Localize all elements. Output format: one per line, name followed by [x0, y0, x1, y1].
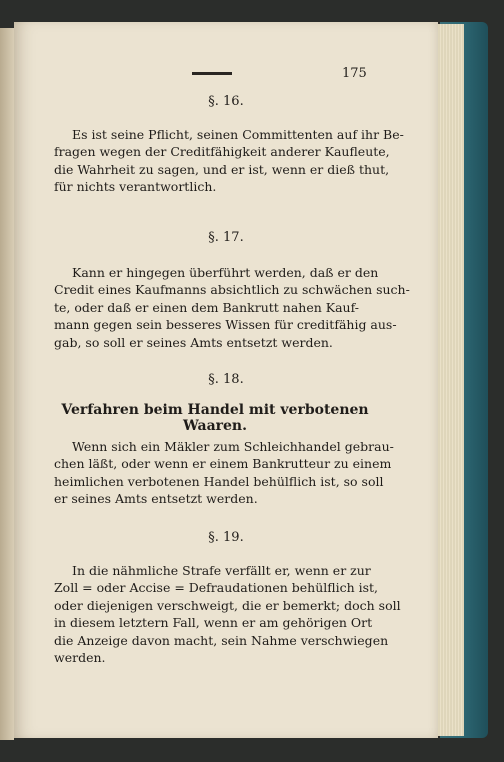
page-number: 175	[342, 66, 367, 81]
text-line: te, oder daß er einen dem Bankrutt nahen Kauf-	[54, 299, 359, 315]
section-body-18	[54, 438, 394, 508]
header-rule	[192, 72, 232, 75]
book-page	[14, 22, 438, 738]
text-line: die Wahrheit zu sagen, und er ist, wenn er dieß thut,	[54, 161, 390, 177]
left-page-edge	[0, 28, 14, 740]
section-heading-19: §. 19.	[208, 530, 244, 545]
section-subheading-18: Verfahren beim Handel mit verbotenen Waaren.	[61, 402, 369, 434]
text-line: Kann er hingegen überführt werden, daß er den	[72, 265, 379, 280]
text-line: für nichts verantwortlich.	[54, 179, 217, 195]
section-body-17	[54, 264, 410, 351]
text-line: Credit eines Kaufmanns absichtlich zu schwächen such-	[54, 282, 410, 298]
text-line: gab, so soll er seines Amts entsetzt werden.	[54, 334, 333, 350]
text-line: in diesem letztern Fall, wenn er am gehörigen Ort	[54, 615, 373, 631]
text-line: mann gegen sein besseres Wissen für creditfähig aus-	[54, 317, 397, 333]
text-line: heimlichen verbotenen Handel behülflich ist, so soll	[54, 473, 384, 489]
text-line: Es ist seine Pflicht, seinen Committenten auf ihr Be-	[72, 127, 404, 142]
text-line: werden.	[54, 650, 106, 666]
text-line: oder diejenigen verschweigt, die er bemerkt; doch soll	[54, 597, 401, 613]
text-line: In die nähmliche Strafe verfällt er, wenn er zur	[72, 563, 371, 578]
section-heading-17: §. 17.	[208, 230, 244, 245]
section-body-19	[54, 562, 401, 666]
text-line: fragen wegen der Creditfähigkeit anderer Kaufleute,	[54, 144, 390, 160]
text-line: Wenn sich ein Mäkler zum Schleichhandel gebrau-	[72, 439, 394, 454]
text-line: er seines Amts entsetzt werden.	[54, 491, 258, 507]
text-line: Zoll = oder Accise = Defraudationen behülflich ist,	[54, 580, 379, 596]
text-line: chen läßt, oder wenn er einem Bankrutteur zu einem	[54, 456, 392, 472]
section-heading-18: §. 18.	[208, 372, 244, 387]
text-line: die Anzeige davon macht, sein Nahme verschwiegen	[54, 632, 389, 648]
section-body-16	[54, 126, 404, 196]
section-heading-16: §. 16.	[208, 94, 244, 109]
